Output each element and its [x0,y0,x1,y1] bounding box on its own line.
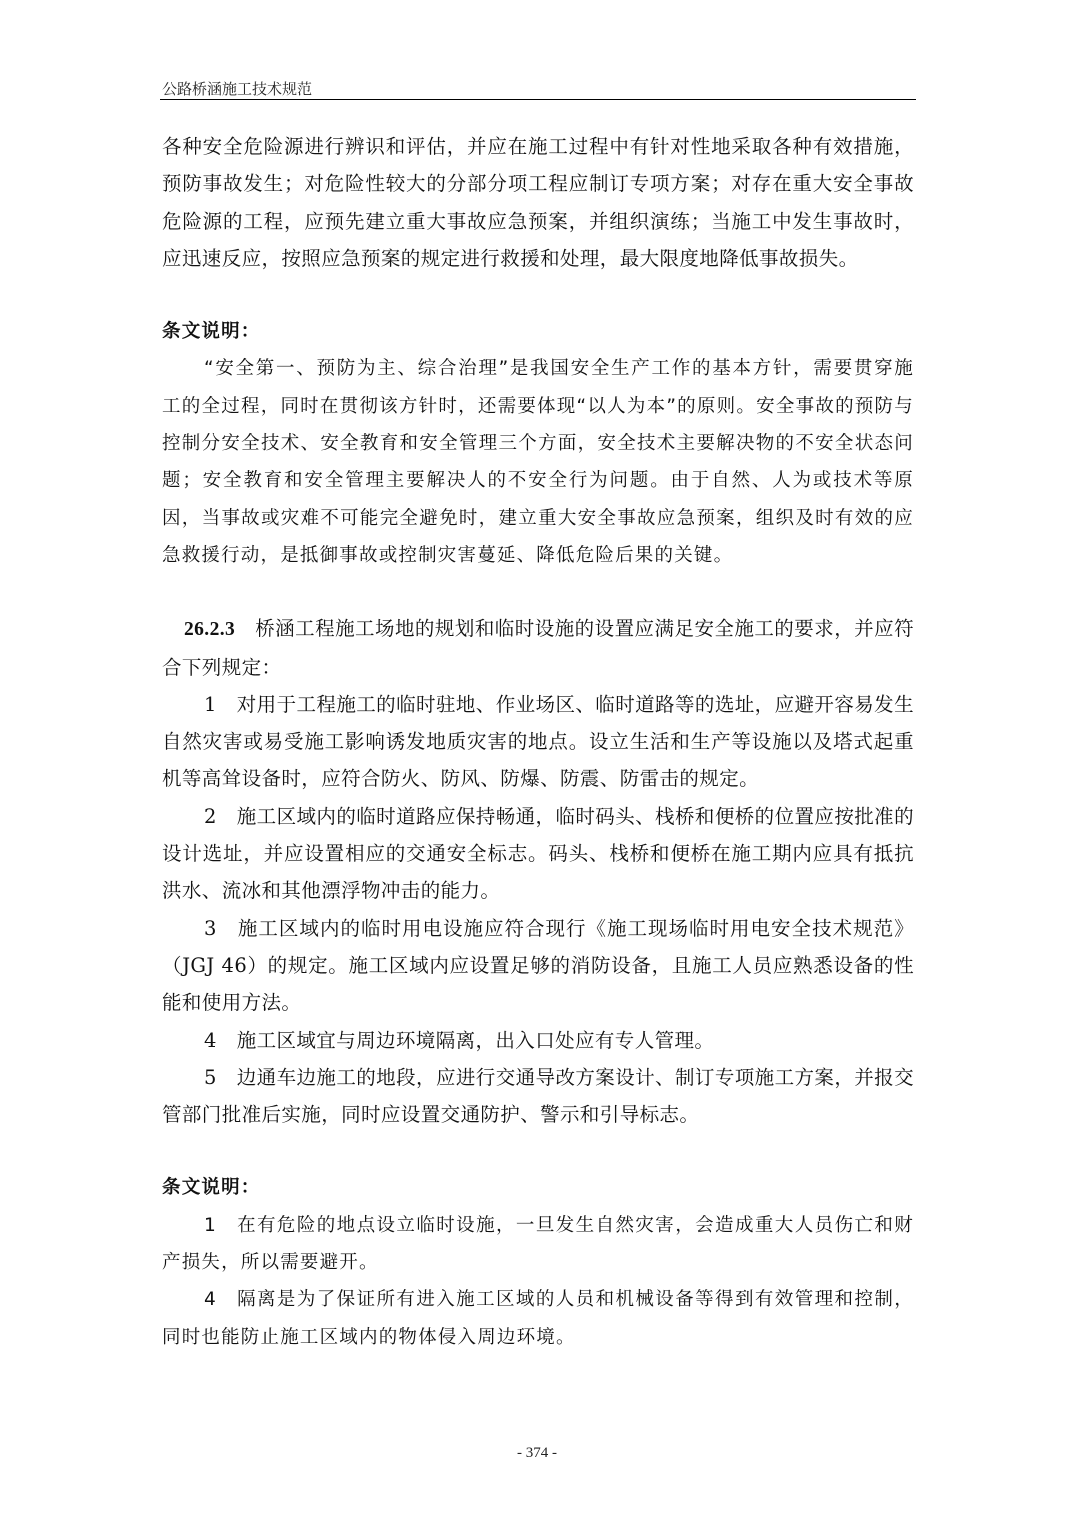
clause-item: 4 施工区域宜与周边环境隔离，出入口处应有专人管理。 [204,1028,715,1052]
page-body [162,128,914,1356]
clause-text: 桥涵工程施工场地的规划和临时设施的设置应满足安全施工的要求，并应符合下列规定： [162,617,915,679]
clause-lead [162,610,914,686]
commentary-heading: 条文说明： [162,1177,261,1199]
commentary-heading: 条文说明： [162,321,261,343]
clause-item: 2 施工区域内的临时道路应保持畅通，临时码头、栈桥和便桥的位置应按批准的设计选址，并应设置相应的交通安全标志。码头、栈桥和便桥在施工期内应具有抵抗洪水、流冰和其他漂浮物冲击的能力。 [162,804,914,903]
clause-number: 26.2.3 [184,619,236,641]
clause-26-2-3 [162,610,914,1133]
header-rule [160,99,916,100]
running-header: 公路桥涵施工技术规范 [162,80,313,98]
paragraph-continued: 各种安全危险源进行辨识和评估，并应在施工过程中有针对性地采取各种有效措施，预防事故发生；对危险性较大的分部分项工程应制订专项方案；对存在重大安全事故危险源的工程，应预先建立重大事故应急预案，并组织演练；当施工中发生事故时，应迅速反应，按照应急预案的规定进行救援和处理，最大限度地降低事故损失。 [162,135,914,270]
commentary-item: 1 在有危险的地点设立临时设施，一旦发生自然灾害，会造成重大人员伤亡和财产损失，所以需要避开。 [162,1214,914,1274]
commentary-1 [162,313,914,574]
commentary-text: “安全第一、预防为主、综合治理”是我国安全生产工作的基本方针，需要贯穿施工的全过程，同时在贯彻该方针时，还需要体现“以人为本”的原则。安全事故的预防与控制分安全技术、安全教育和安全管理三个方面，安全技术主要解决物的不安全状态问题；安全教育和安全管理主要解决人的不安全行为问题。由于自然、人为或技术等原因，当事故或灾难不可能完全避免时，建立重大安全事故应急预案，组织及时有效的应急救援行动，是抵御事故或控制灾害蔓延、降低危险后果的关键。 [162,358,914,566]
clause-item: 5 边通车边施工的地段，应进行交通导改方案设计、制订专项施工方案，并报交管部门批准后实施，同时应设置交通防护、警示和引导标志。 [162,1065,914,1127]
commentary-2 [162,1169,914,1355]
clause-item: 1 对用于工程施工的临时驻地、作业场区、临时道路等的选址，应避开容易发生自然灾害或易受施工影响诱发地质灾害的地点。设立生活和生产等设施以及塔式起重机等高耸设备时，应符合防火、防风、防爆、防震、防雷击的规定。 [162,692,914,791]
clause-item: 3 施工区域内的临时用电设施应符合现行《施工现场临时用电安全技术规范》（JGJ 46）的规定。施工区域内应设置足够的消防设备，且施工人员应熟悉设备的性能和使用方法。 [162,916,914,1015]
commentary-item: 4 隔离是为了保证所有进入施工区域的人员和机械设备等得到有效管理和控制，同时也能防止施工区域内的物体侵入周边环境。 [162,1289,914,1348]
page-number: - 374 - [517,1445,557,1461]
